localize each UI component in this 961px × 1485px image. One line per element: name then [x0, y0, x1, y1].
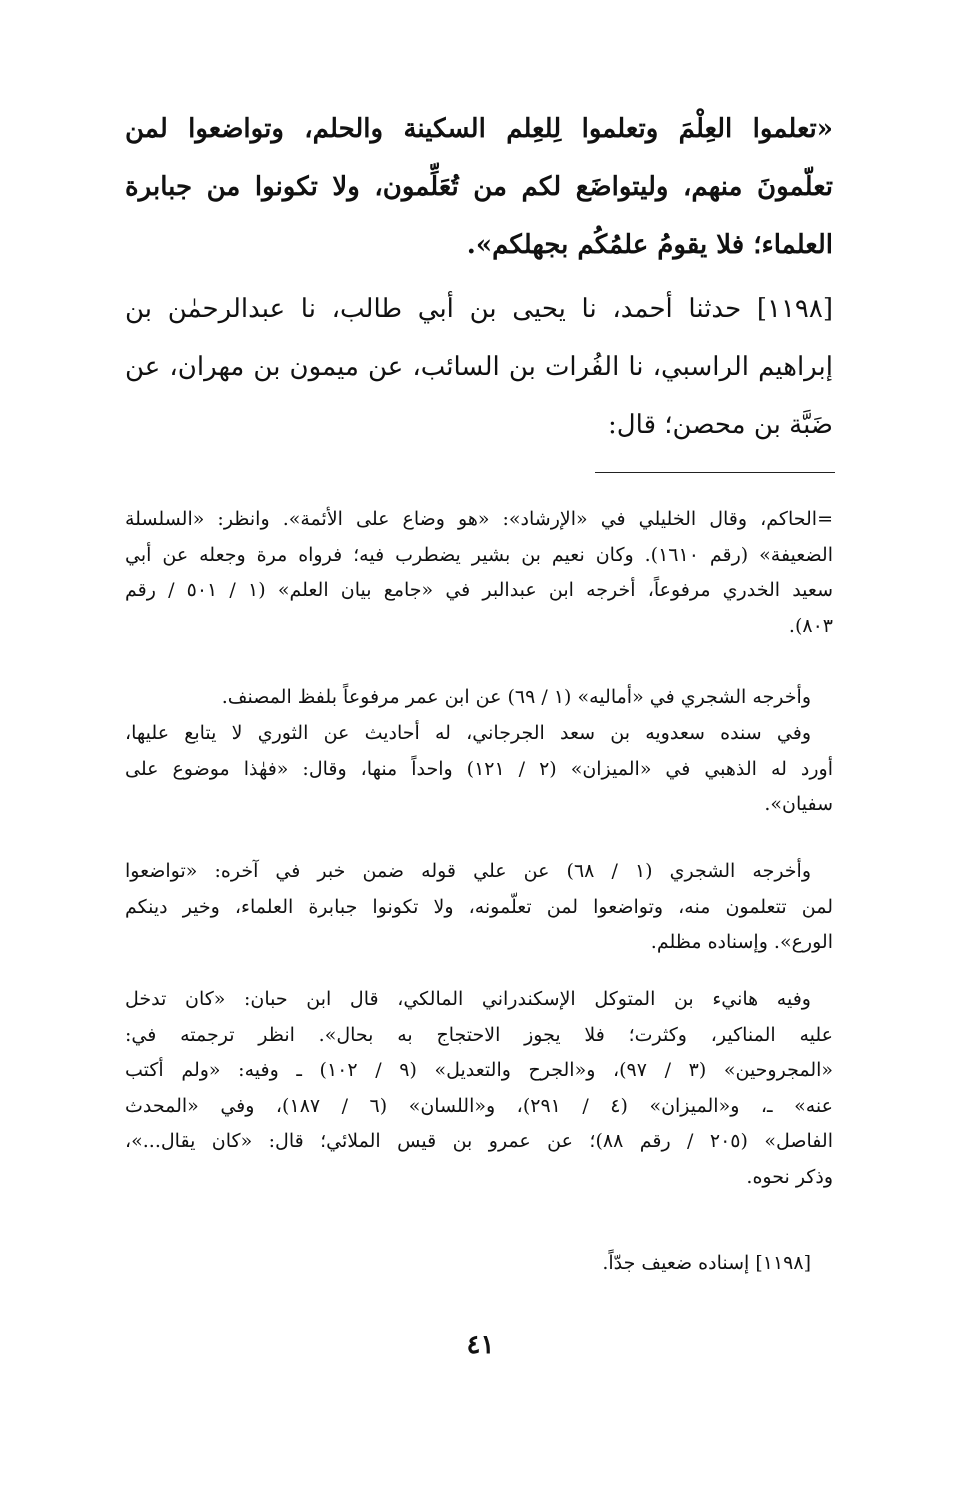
isnad-text — [125, 280, 833, 454]
footnote-line: الضعيفة» (رقم ١٦١٠). وكان نعيم بن بشير يضطرب فيه؛ فرواه مرة وجعله عن أبي — [125, 543, 833, 566]
footnote-paragraph — [125, 716, 833, 823]
footnote-line: =الحاكم، وقال الخليلي في «الإرشاد»: «هو وضاع على الأئمة». وانظر: «السلسلة — [125, 508, 833, 530]
footnote-line: [١١٩٨] إسناده ضعيف جدّاً. — [602, 1252, 811, 1274]
footnote-paragraph — [125, 854, 833, 961]
footnote-line: وأخرجه الشجري في «أماليه» (١ / ٦٩) عن ابن عمر مرفوعاً بلفظ المصنف. — [221, 686, 811, 708]
footnote-line: الفاصل» (٢٠٥ / رقم ٨٨)؛ عن عمرو بن قيس الملائي؛ قال: «كان يقال...»، — [125, 1130, 833, 1152]
hadith-line: تعلّمونَ منهم، وليتواضَع لكم من تُعَلِّمون، ولا تكونوا من جبابرة — [125, 172, 833, 202]
footnote-line: ٨٠٣). — [788, 614, 833, 637]
footnote-line: سعيد الخدري مرفوعاً، أخرجه ابن عبدالبر في «جامع بيان العلم» (١ / ٥٠١ / رقم — [125, 579, 833, 601]
hadith-line: «تعلموا العِلْمَ وتعلموا لِلعِلم السكينة والحلم، وتواضعوا لمن — [125, 114, 833, 144]
footnote-line: أورد له الذهبي في «الميزان» (٢ / ١٢١) واحداً منها، وقال: «فهٰذا موضوع على — [125, 757, 833, 780]
footnote-separator — [595, 472, 835, 473]
footnote-line: لمن تتعلمون منه، وتواضعوا لمن تعلّمونه، ولا تكونوا جبابرة العلماء، وخير دينكم — [125, 895, 833, 918]
footnote-line: سفيان». — [764, 793, 833, 815]
footnote-paragraph — [125, 502, 833, 644]
footnote-line: وذكر نحوه. — [746, 1165, 833, 1188]
isnad-line: ضَبَّة بن محصن؛ قال: — [608, 410, 833, 440]
isnad-line: [١١٩٨] حدثنا أحمد، نا يحيى بن أبي طالب، نا عبدالرحمٰن بن — [125, 294, 833, 324]
footnote-line: «المجروحين» (٣ / ٩٧)، و«الجرح والتعديل» (٩ / ١٠٢) ـ وفيه: «ولم أكتب — [125, 1059, 834, 1081]
footnote-paragraph — [125, 680, 833, 716]
footnote-paragraph — [125, 1246, 833, 1282]
footnote-line: عليه المناكير، وكثرت؛ فلا يجوز الاحتجاج به بحال». انظر ترجمته في: — [125, 1023, 833, 1046]
hadith-text — [125, 100, 833, 274]
isnad-line: إبراهيم الراسبي، نا الفُرات بن السائب، عن ميمون بن مهران، عن — [125, 352, 833, 382]
footnote-line: وفي سنده سعدويه بن سعد الجرجاني، له أحاديث عن الثوري لا يتابع عليها، — [125, 722, 811, 744]
page-number: ٤١ — [466, 1330, 495, 1360]
hadith-line: العلماء؛ فلا يقومُ علمُكُم بجهلكم». — [466, 230, 833, 260]
footnote-paragraph — [125, 982, 833, 1195]
footnote-line: الورع». وإسناده مظلم. — [650, 931, 833, 953]
footnote-line: وأخرجه الشجري (١ / ٦٨) عن علي قوله ضمن خبر في آخره: «تواضعوا — [125, 860, 812, 882]
footnote-line: وفيه هانيء بن المتوكل الإسكندراني المالكي، قال ابن حبان: «كان تدخل — [125, 988, 811, 1010]
footnote-line: عنه» ـ، و«الميزان» (٤ / ٢٩١)، و«اللسان» (٦ / ١٨٧)، وفي «المحدث — [125, 1094, 833, 1117]
